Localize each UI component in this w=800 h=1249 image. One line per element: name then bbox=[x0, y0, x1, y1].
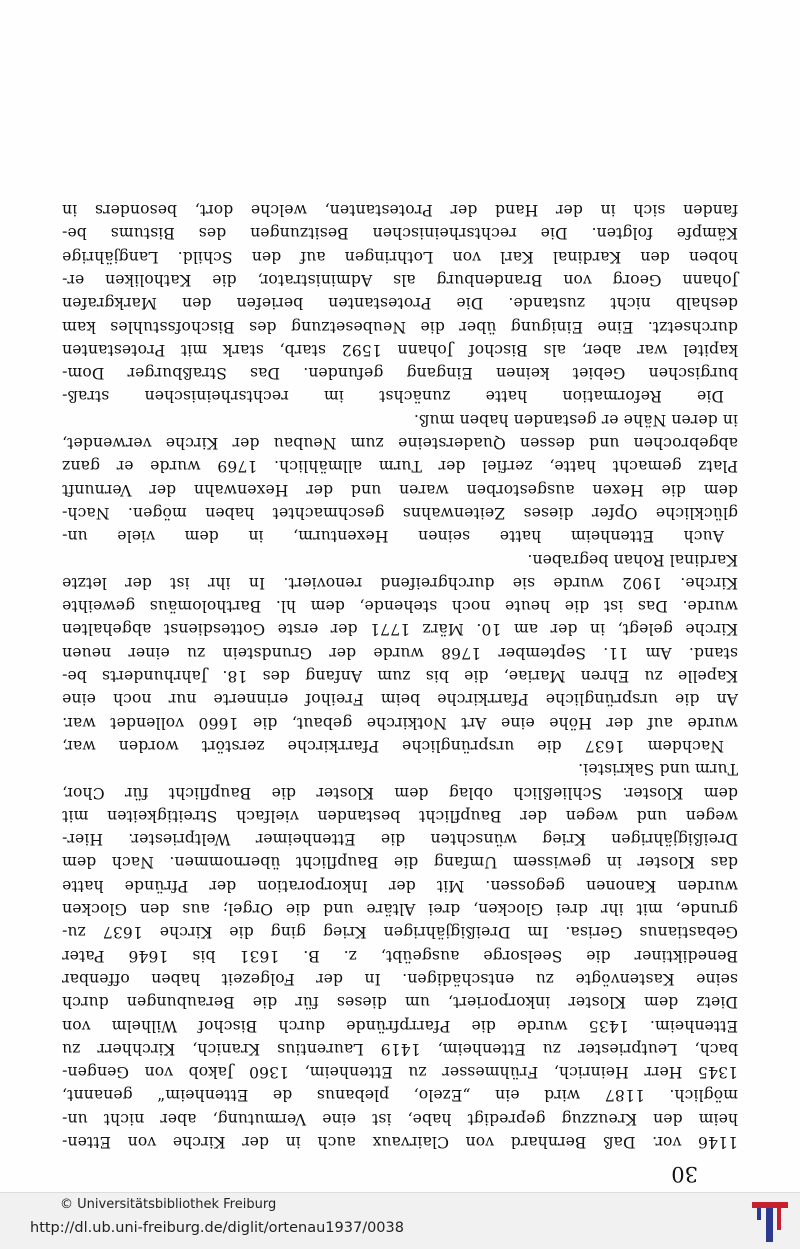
text-line: Ettenheim. 1435 wurde die Pfarrpfründe durch Bischof Wilhelm von bbox=[62, 1016, 738, 1035]
text-line: möglich. 1187 wird ein „Ezelo, plebanus de Ettenheim“ genannt, bbox=[62, 1086, 738, 1105]
text-line: Dreißigjährigen Krieg wünschten die Ettenheimer Weltpriester. Hier- bbox=[62, 830, 738, 849]
text-line: hoben den Kardinal Karl von Lothringen auf den Schild. Langjährige bbox=[62, 247, 738, 266]
text-line: 1345 Herr Heinrich, Frühmesser zu Ettenheim, 1360 Jakob von Gengen- bbox=[62, 1063, 738, 1082]
text-line: glückliche Opfer dieses Zeitenwahns geschmachtet haben mögen. Nach- bbox=[62, 503, 738, 522]
text-line: Kirche. 1902 wurde sie durchgreifend renoviert. In ihr ist der letzte bbox=[62, 573, 738, 592]
text-line: in deren Nähe er gestanden haben muß. bbox=[413, 410, 738, 429]
copyright-text: © Universitätsbibliothek Freiburg bbox=[60, 1197, 277, 1212]
text-line: seine Kastenvögte zu entschädigen. In der Folgezeit haben offenbar bbox=[62, 969, 738, 988]
text-line: abgebrochen und dessen Quadersteine zum Neubau der Kirche verwendet, bbox=[62, 434, 738, 453]
page-number: 30 bbox=[671, 1162, 698, 1186]
text-line: Gebastianus Gerisa. Im Dreißigjährigen Krieg ging die Kirche 1637 zu- bbox=[62, 923, 738, 942]
text-line: heim den Kreuzzug gepredigt habe, ist eine Vermutung, aber nicht un- bbox=[62, 1109, 738, 1128]
body-text bbox=[62, 198, 738, 1153]
text-line: wurde auf der Höhe eine Art Notkirche gebaut, die 1660 vollendet war. bbox=[62, 713, 738, 732]
text-line: Auch Ettenheim hatte seinen Hexenturm, in dem viele un- bbox=[62, 527, 724, 546]
text-line: kapitel war aber, als Bischof Johann 1592 starb, stark mit Protestanten bbox=[62, 340, 738, 359]
ub-freiburg-logo-icon bbox=[752, 1202, 788, 1242]
text-line: stand. Am 11. September 1768 wurde der Grundstein zu einer neuen bbox=[62, 643, 738, 662]
text-line: Johann Georg von Brandenburg als Administrator, die Katholiken er- bbox=[62, 271, 738, 290]
text-line: An die ursprüngliche Pfarrkirche beim Freihof erinnerte nur noch eine bbox=[62, 690, 738, 709]
text-line: fanden sich in der Hand der Protestanten, welche dort, besonders in bbox=[62, 201, 738, 220]
text-line: dem die Hexen ausgestorben waren und der Hexenwahn der Vernunft bbox=[62, 480, 738, 499]
text-line: Kardinal Rohan begraben. bbox=[527, 550, 738, 569]
text-line: wurde. Das ist die heute noch stehende, dem hl. Bartholomäus geweihte bbox=[62, 597, 738, 616]
text-line: dem Kloster. Schließlich oblag dem Kloster die Baupflicht für Chor, bbox=[62, 783, 738, 802]
text-line: Die Reformation hatte zunächst im rechtsrheinischen straß- bbox=[62, 387, 724, 406]
source-url-link[interactable]: http://dl.ub.uni-freiburg.de/diglit/ortenau1937/0038 bbox=[30, 1220, 404, 1236]
text-line: Kämpfe folgten. Die rechtsrheinischen Besitzungen des Bistums be- bbox=[62, 224, 738, 243]
text-line: wegen und wegen der Baupflicht bestanden vielfach Streitigkeiten mit bbox=[62, 806, 738, 825]
text-line: burgischen Gebiet keinen Eingang gefunden. Das Straßburger Dom- bbox=[62, 364, 738, 383]
text-line: durchsetzt. Eine Einigung über die Neubesetzung des Bischofsstuhles kam bbox=[62, 317, 738, 336]
text-line: 1146 vor. Daß Bernhard von Clairvaux auch in der Kirche von Etten- bbox=[62, 1133, 738, 1151]
footer-bar bbox=[0, 1192, 800, 1249]
text-line: Dietz dem Kloster inkorporiert, um dieses für die Beraubungen durch bbox=[62, 993, 738, 1012]
text-line: Platz gemacht hatte, zerfiel der Turm allmählich. 1769 wurde er ganz bbox=[62, 457, 738, 476]
text-line: bach, Leutpriester zu Ettenheim, 1419 Laurentius Kranich, Kirchherr zu bbox=[62, 1039, 738, 1058]
text-line: das Kloster in gewissem Umfang die Baupflicht übernommen. Nach dem bbox=[62, 853, 738, 872]
text-line: deshalb nicht zustande. Die Protestanten beriefen den Markgrafen bbox=[62, 294, 738, 313]
text-line: Benediktiner die Seelsorge ausgeübt, z. B. 1631 bis 1646 Pater bbox=[62, 946, 738, 965]
text-line: Nachdem 1637 die ursprüngliche Pfarrkirche zerstört worden war, bbox=[62, 736, 724, 755]
text-line: Turm und Sakristei. bbox=[578, 760, 738, 779]
text-line: Kapelle zu Ehren Mariae, die bis zum Anfang des 18. Jahrhunderts be- bbox=[62, 667, 738, 686]
text-line: wurden Kanonen gegossen. Mit der Inkorporation der Pfründe hatte bbox=[62, 876, 738, 895]
text-line: grunde, mit ihr drei Glocken, drei Altäre und die Orgel; aus den Glocken bbox=[62, 900, 738, 919]
text-line: Kirche gelegt, in der am 10. März 1771 der erste Gottesdienst abgehalten bbox=[62, 620, 738, 639]
